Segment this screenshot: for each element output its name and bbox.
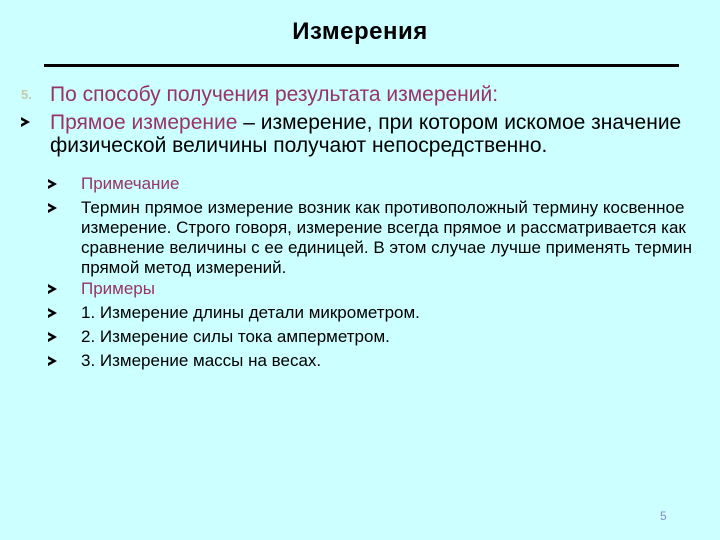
sub-bullet-item <box>48 278 700 302</box>
bullet-marker <box>48 302 81 326</box>
arrow-bullet-icon <box>48 308 57 318</box>
arrow-bullet-icon <box>48 203 57 213</box>
bullet-marker <box>48 326 81 350</box>
sub-bullet-text: 2. Измерение силы тока амперметром. <box>81 327 390 346</box>
sub-bullet-text: 1. Измерение длины детали микрометром. <box>81 303 420 322</box>
sub-bullet-text: Термин прямое измерение возник как противоположный термину косвенное измерение. Строго говоря, измерение всегда прямое и рассматривается как сравнение величины с ее единицей. В этом случае лучше применять термин прямой метод измерений. <box>81 198 693 277</box>
title-underline <box>44 64 679 67</box>
sub-bullet-item <box>48 350 700 374</box>
sub-bullet-text: 3. Измерение массы на весах. <box>81 351 322 370</box>
bullet-marker <box>10 108 50 136</box>
bullet-item <box>10 108 700 157</box>
bullet-marker <box>48 197 81 221</box>
bullet-text: По способу получения результата измерений: <box>50 83 499 106</box>
sub-bullet-text: Примеры <box>81 279 155 298</box>
slide-title: Измерения <box>292 18 428 45</box>
sub-bullet-item <box>48 197 700 278</box>
bullet-marker <box>48 278 81 302</box>
term-definition: – измерение, при котором искомое значение физической величины получают непосредственно. <box>50 111 682 157</box>
page-number: 5 <box>660 509 667 523</box>
sub-bullet-text: Примечание <box>81 174 180 193</box>
spacer <box>10 157 700 173</box>
arrow-bullet-icon <box>21 117 30 127</box>
sub-bullet-item <box>48 173 700 197</box>
arrow-bullet-icon <box>48 179 57 189</box>
sub-bullet-item <box>48 326 700 350</box>
arrow-bullet-icon <box>48 284 57 294</box>
bullet-text <box>50 108 700 157</box>
sub-bullet-item <box>48 302 700 326</box>
bullet-item <box>10 80 700 108</box>
arrow-bullet-icon <box>48 332 57 342</box>
term-highlight: Прямое измерение <box>50 111 238 134</box>
arrow-bullet-icon <box>48 356 57 366</box>
bullet-marker <box>48 350 81 374</box>
bullet-marker <box>48 173 81 197</box>
slide-content <box>10 80 700 374</box>
bullet-number: 5. <box>21 87 32 102</box>
